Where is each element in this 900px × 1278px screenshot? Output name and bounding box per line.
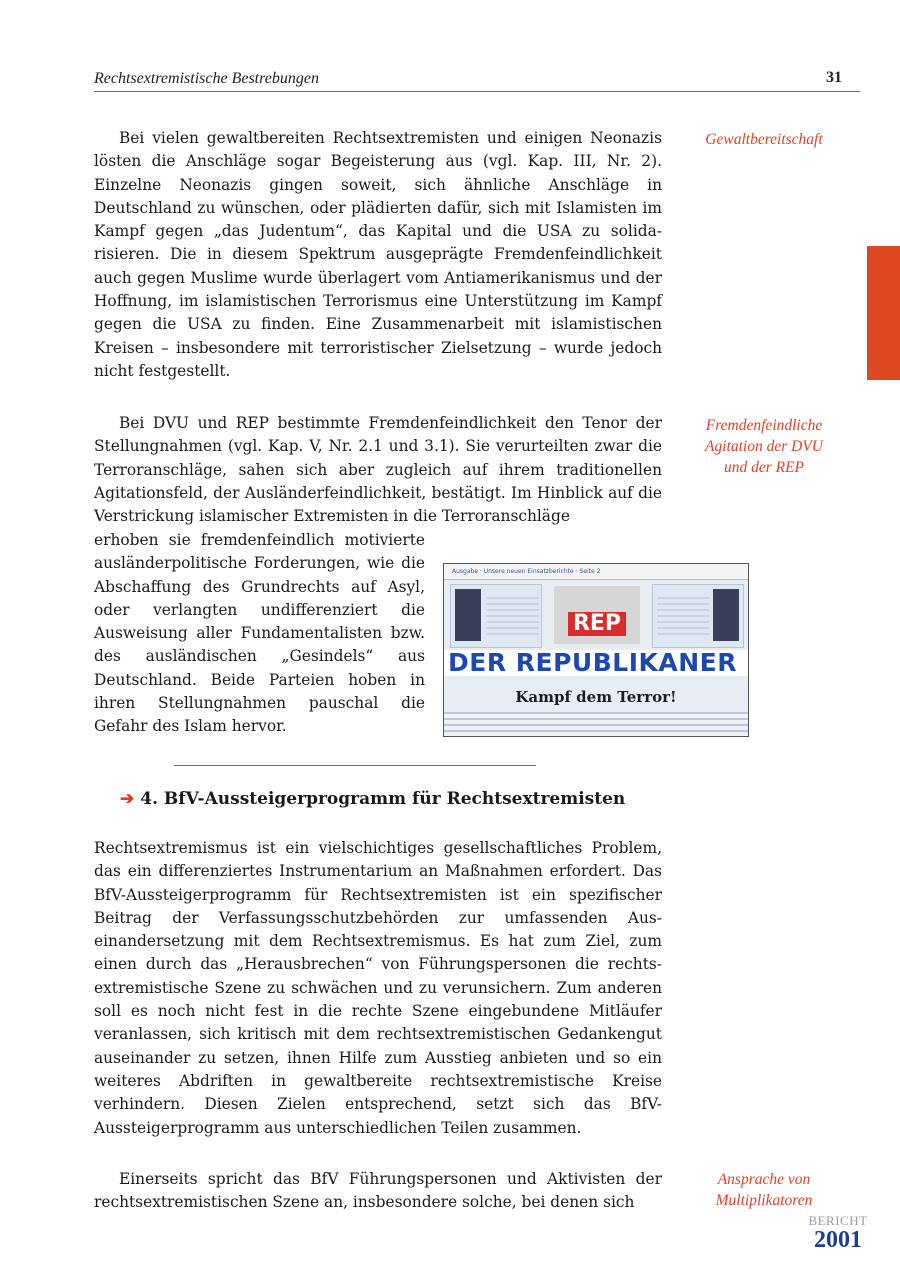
paragraph-text: Bei vielen gewaltbereiten Rechtsextremisten und einigen Neonazis lösten die Anschläge sogar Begeisterung aus (vgl. Kap. III, Nr. 2). Einzelne Neonazis gingen soweit, sich ähnliche Anschläge in Deutschland zu wünschen, oder plädierten dafür, sich mit Islamisten im Kampf gegen „das Judentum“, das Kapital und die USA zu solidarisieren. Die in diesem Spektrum ausgeprägte Fremdenfeindlichkeit auch gegen Muslime wurde überlagert vom Antiamerikanismus und der Hoffnung, im islamistischen Terrorismus eine Unterstützung im Kampf gegen die USA zu finden. Eine Zusammenarbeit mit islamistischen Kreisen – insbesondere mit terroristischer Zielsetzung – wurde jedoch nicht festgestellt. [94,129,662,380]
margin-note-line: und der REP [723,459,805,476]
paragraph-text: Rechtsextremismus ist ein vielschichtiges gesellschaftliches Problem, das ein differenziertes Instrumentarium an Maßnahmen erfordert. Das BfV-Aussteigerprogramm für Rechtsextremisten ist ein spezifischer Beitrag der Verfassungsschutzbehörden zur umfassenden Auseinandersetzung mit dem Rechtsextremismus. Es hat zum Ziel, zum einen durch das „Herausbrechen“ von Führungspersonen die rechtsextremistische Szene zu schwächen und zu verunsichern. Zum anderen soll es noch nicht fest in die rechte Szene eingebundene Mitläufer veranlassen, sich kritisch mit dem rechtsextremistischen Gedankengut auseinander zu setzen, ihnen Hilfe zum Ausstieg anbieten und so ein weiteres Abdriften in gewaltbereite rechtsextremistische Kreise verhindern. Diesen Zielen entsprechend, setzt sich das BfV-Aussteigerprogramm aus unterschiedlichen Teilen zusammen. [94,839,662,1137]
running-header [94,68,860,92]
report-logo-word: BERICHT [808,1213,868,1228]
header-title: Rechtsextremistische Bestrebungen [94,70,319,87]
newspaper-cover-image [443,563,749,737]
cover-topbar: Ausgabe · Unsere neuen Einsatzberichte · Seite 2 [444,564,748,580]
report-logo [800,1214,876,1252]
paragraph-dvu-rep [94,412,662,528]
margin-note-gewaltbereitschaft [690,129,838,150]
margin-note-line: Ansprache von [717,1171,811,1188]
cover-masthead: DER REPUBLIKANER [448,648,737,677]
report-logo-year: 2001 [814,1227,862,1253]
cover-photo-right [652,584,744,648]
paragraph-aussteiger [94,837,662,1140]
margin-note-text: Gewaltbereitschaft [705,131,823,148]
paragraph-text: erhoben sie fremdenfeindlich motivierte ausländerpolitische Forderungen, wie die Abschaffung des Grundrechts auf Asyl, oder verlangten undifferenziert die Ausweisung aller Fundamentalisten bzw. des ausländischen „Gesindels“ aus Deutschland. Beide Parteien hoben in ihren Stellungnahmen pauschal die Gefahr des Islam hervor. [94,531,425,736]
section-heading [120,789,625,809]
arrow-icon: ➔ [120,789,135,809]
section-divider [174,765,536,766]
margin-note-line: Agitation der DVU [705,438,823,455]
page-number: 31 [826,69,842,86]
cover-photo-left [450,584,542,648]
margin-note-line: Fremdenfeindliche [705,417,823,434]
chapter-tab-marker [867,246,900,380]
paragraph-dvu-rep-continued [94,529,425,739]
cover-body-text [444,712,748,737]
rep-logo: REP [572,611,622,636]
paragraph-text: Einerseits spricht das BfV Führungspersonen und Aktivisten der rechtsextremistischen Szene an, insbesondere solche, bei denen sich [94,1170,662,1212]
section-title: 4. BfV-Aussteigerprogramm für Rechtsextremisten [140,789,626,809]
margin-note-multiplikatoren [690,1169,838,1211]
margin-note-line: Multiplikatoren [715,1192,813,1209]
paragraph-ansprache [94,1168,662,1215]
cover-headline: Kampf dem Terror! [515,688,677,706]
paragraph-text: Bei DVU und REP bestimmte Fremdenfeindlichkeit den Tenor der Stellungnahmen (vgl. Kap. V, Nr. 2.1 und 3.1). Sie verurteilten zwar die Terroranschläge, sahen sich aber zugleich auf ihrem traditionellen Agitationsfeld, der Ausländerfeindlichkeit, bestätigt. Im Hinblick auf die Verstrickung islamischer Extremisten in die Terroranschläge [94,414,662,526]
margin-note-agitation [690,415,838,478]
paragraph-violence [94,127,662,383]
